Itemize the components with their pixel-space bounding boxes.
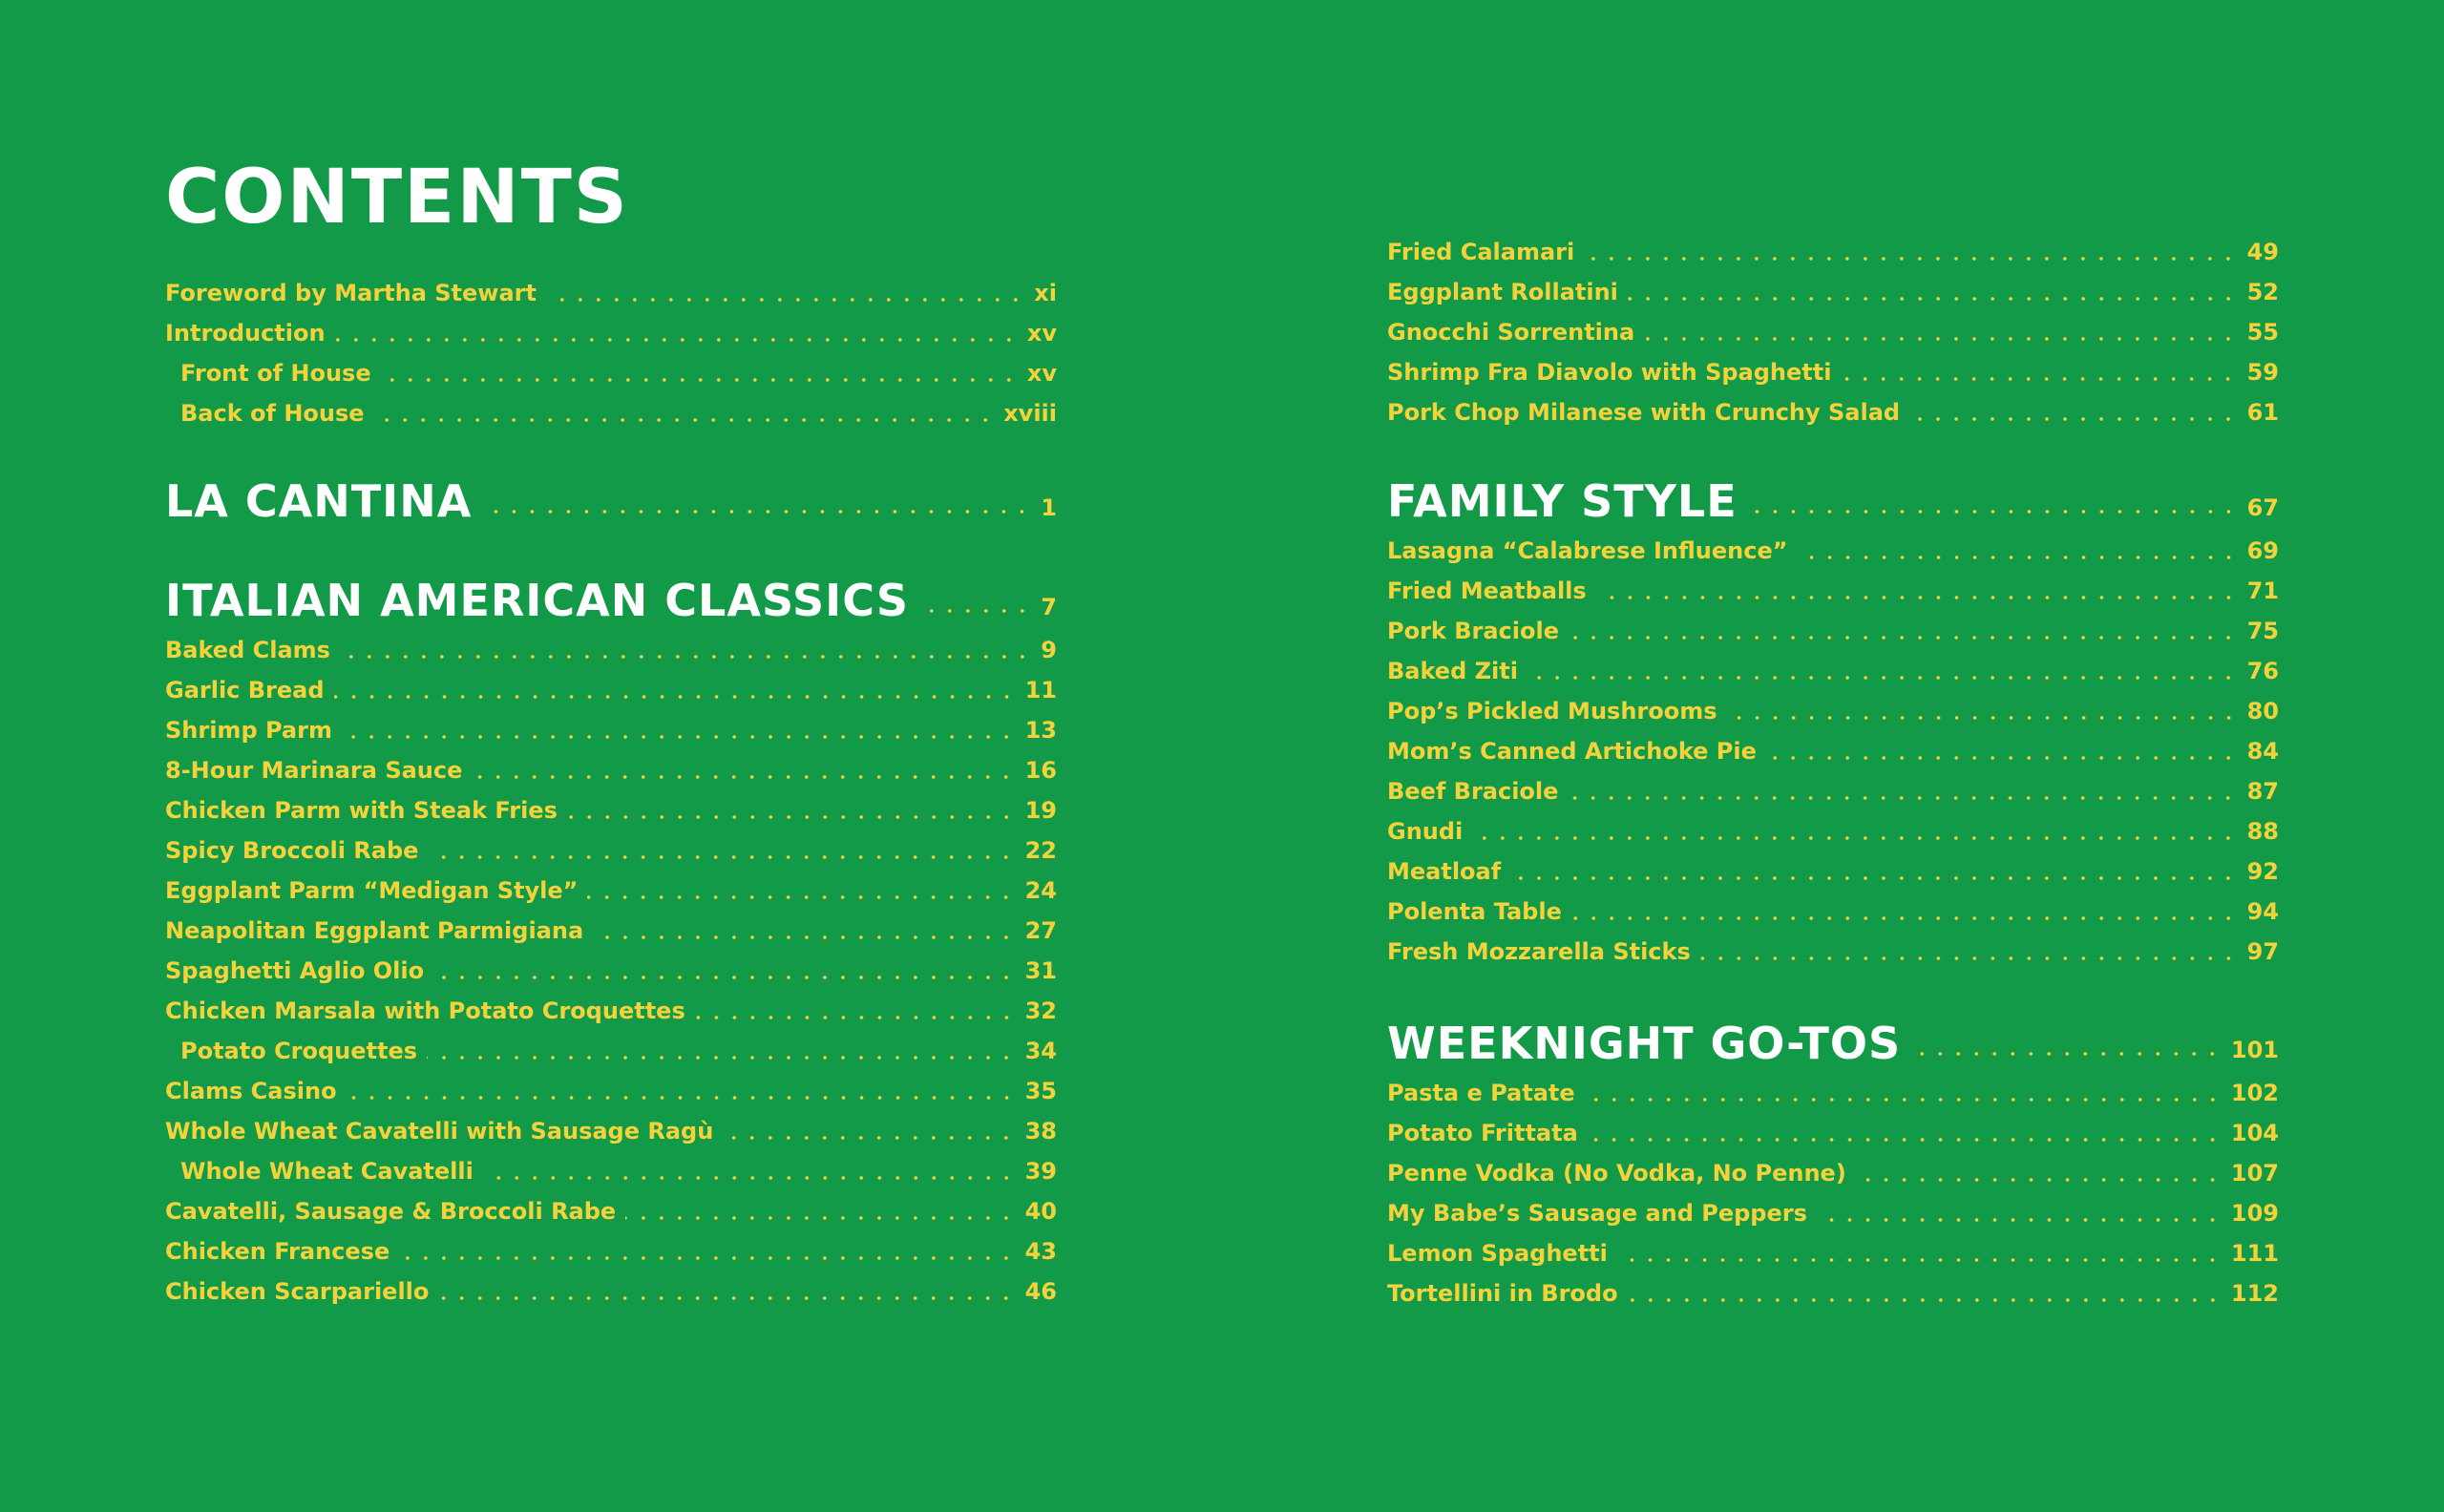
page-number: 76 [2246, 658, 2279, 684]
toc-entry-garlic-bread [165, 670, 1057, 710]
dot-leader [1571, 915, 2238, 921]
dot-leader [1569, 635, 2238, 640]
toc-entry-spicy-broccoli-rabe [165, 830, 1057, 871]
dot-leader [1472, 835, 2237, 841]
page-number: 32 [1024, 998, 1057, 1024]
page-number: 39 [1024, 1158, 1057, 1185]
page-number: xv [1026, 320, 1057, 346]
entry-label: Fresh Mozzarella Sticks [1387, 938, 1691, 965]
page-number: 102 [2230, 1080, 2279, 1106]
toc-section-family-style [1387, 474, 2279, 528]
dot-leader [1766, 755, 2238, 761]
entry-label: Gnocchi Sorrentina [1387, 319, 1635, 346]
toc-entry-lemon-spaghetti [1387, 1233, 2279, 1273]
toc-entry-neapolitan-eggplant-parmigiana [165, 911, 1057, 951]
section-heading: WEEKNIGHT GO-TOS [1387, 1018, 1902, 1069]
dot-leader [1510, 875, 2237, 881]
page-number: 34 [1024, 1038, 1057, 1064]
entry-label: Introduction [165, 320, 326, 346]
page-number: 75 [2246, 618, 2279, 644]
page-number: 80 [2246, 698, 2279, 724]
dot-leader [1528, 675, 2238, 681]
toc-entry-meatloaf [1387, 851, 2279, 892]
page-number: 9 [1041, 637, 1057, 663]
entry-label: Chicken Parm with Steak Fries [165, 797, 558, 824]
entry-label: Shrimp Parm [165, 717, 332, 744]
entry-label: Gnudi [1387, 818, 1464, 845]
toc-entry-chicken-scarpariello [165, 1271, 1057, 1312]
toc-entry-front-of-house [165, 353, 1057, 393]
toc-entry-pop-s-pickled-mushrooms [1387, 691, 2279, 731]
entry-label: Chicken Scarpariello [165, 1278, 430, 1305]
page-number: 49 [2246, 239, 2279, 265]
entry-label: Baked Ziti [1387, 658, 1518, 684]
dot-leader [1909, 416, 2238, 422]
dot-leader [381, 377, 1018, 383]
entry-label: Potato Croquettes [180, 1038, 418, 1064]
page-number: 16 [1024, 757, 1057, 784]
toc-section-italian-american-classics [165, 574, 1057, 627]
page-number: 84 [2246, 738, 2279, 765]
toc-entry-my-babe-s-sausage-and-peppers [1387, 1193, 2279, 1233]
dot-leader [567, 814, 1016, 820]
toc-entry-pork-braciole [1387, 611, 2279, 651]
toc-entry-introduction [165, 313, 1057, 353]
toc-entry-foreword-by-martha-stewart [165, 273, 1057, 313]
entry-label: Eggplant Rollatini [1387, 279, 1618, 305]
dot-leader [483, 1175, 1016, 1181]
toc-entry-fried-calamari [1387, 232, 2279, 272]
page-number: 19 [1024, 797, 1057, 824]
entry-label: Meatloaf [1387, 858, 1502, 885]
toc-entry-8-hour-marinara-sauce [165, 750, 1057, 790]
entry-label: Beef Braciole [1387, 778, 1559, 805]
dot-leader [1856, 1177, 2222, 1183]
toc-entry-gnocchi-sorrentina [1387, 312, 2279, 352]
entry-label: Chicken Marsala with Potato Croquettes [165, 998, 685, 1024]
entry-label: Whole Wheat Cavatelli with Sausage Ragù [165, 1118, 714, 1144]
toc-entry-potato-croquettes [165, 1031, 1057, 1071]
dot-leader [1798, 555, 2238, 560]
entry-label: My Babe’s Sausage and Peppers [1387, 1200, 1807, 1227]
entry-label: 8-Hour Marinara Sauce [165, 757, 463, 784]
toc-entry-mom-s-canned-artichoke-pie [1387, 731, 2279, 771]
entry-label: Penne Vodka (No Vodka, No Penne) [1387, 1160, 1846, 1186]
toc-entry-eggplant-rollatini [1387, 272, 2279, 312]
dot-leader [1727, 715, 2238, 721]
dot-leader [625, 1215, 1015, 1221]
page-number: 55 [2246, 319, 2279, 346]
dot-leader [399, 1255, 1015, 1261]
toc-entry-pasta-e-patate [1387, 1073, 2279, 1113]
dot-leader [1596, 595, 2238, 600]
page-number: 24 [1024, 877, 1057, 904]
toc-entry-chicken-francese [165, 1231, 1057, 1271]
dot-leader [1628, 296, 2238, 302]
page-title: CONTENTS [165, 155, 629, 241]
entry-label: Clams Casino [165, 1078, 337, 1104]
page-number: 22 [1024, 837, 1057, 864]
toc-entry-fried-meatballs [1387, 571, 2279, 611]
toc-entry-penne-vodka-no-vodka-no-penne [1387, 1153, 2279, 1193]
toc-entry-baked-ziti [1387, 651, 2279, 691]
entry-label: Tortellini in Brodo [1387, 1280, 1618, 1307]
page-number: 109 [2230, 1200, 2279, 1227]
entry-label: Back of House [180, 400, 365, 427]
page-number: 94 [2246, 898, 2279, 925]
page-number: 104 [2230, 1120, 2279, 1146]
page-number: 46 [1024, 1278, 1057, 1305]
entry-label: Baked Clams [165, 637, 330, 663]
page-number: 92 [2246, 858, 2279, 885]
dot-leader [347, 1095, 1016, 1101]
page-number: 38 [1024, 1118, 1057, 1144]
dot-leader [1628, 1297, 2222, 1303]
entry-label: Whole Wheat Cavatelli [180, 1158, 474, 1185]
page-number: xviii [1003, 400, 1057, 427]
toc-entry-pork-chop-milanese-with-crunchy-salad [1387, 392, 2279, 432]
dot-leader [428, 854, 1015, 860]
toc-entry-tortellini-in-brodo [1387, 1273, 2279, 1313]
dot-leader [335, 337, 1018, 343]
entry-label: Spicy Broccoli Rabe [165, 837, 419, 864]
page-number: 107 [2230, 1160, 2279, 1186]
toc-entry-whole-wheat-cavatelli [165, 1151, 1057, 1191]
entry-label: Fried Calamari [1387, 239, 1575, 265]
entry-label: Mom’s Canned Artichoke Pie [1387, 738, 1757, 765]
dot-leader [1568, 795, 2237, 801]
toc-entry-eggplant-parm-medigan-style [165, 871, 1057, 911]
dot-leader [481, 509, 1031, 514]
page-number: 88 [2246, 818, 2279, 845]
toc-entry-chicken-marsala-with-potato-croquettes [165, 991, 1057, 1031]
dot-leader [1910, 1051, 2222, 1057]
page-number: 61 [2246, 399, 2279, 426]
page-number: 87 [2246, 778, 2279, 805]
dot-leader [593, 934, 1015, 940]
section-heading: FAMILY STYLE [1387, 475, 1738, 527]
page-number: 69 [2246, 537, 2279, 564]
dot-leader [1617, 1257, 2222, 1263]
entry-label: Pasta e Patate [1387, 1080, 1575, 1106]
toc-entry-back-of-house [165, 393, 1057, 433]
toc-entry-baked-clams [165, 630, 1057, 670]
toc-entry-chicken-parm-with-steak-fries [165, 790, 1057, 830]
dot-leader [1585, 1097, 2222, 1102]
page-number: 1 [1041, 494, 1057, 521]
page-number: 59 [2246, 359, 2279, 386]
entry-label: Lemon Spaghetti [1387, 1240, 1608, 1267]
page-number: 43 [1024, 1238, 1057, 1265]
dot-leader [587, 894, 1015, 900]
dot-leader [1841, 376, 2237, 382]
page-number: 52 [2246, 279, 2279, 305]
dot-leader [472, 774, 1015, 780]
entry-label: Polenta Table [1387, 898, 1562, 925]
entry-label: Chicken Francese [165, 1238, 390, 1265]
entry-label: Pop’s Pickled Mushrooms [1387, 698, 1717, 724]
page-number: 101 [2230, 1037, 2279, 1063]
page-number: xi [1034, 280, 1057, 306]
dot-leader [1584, 256, 2237, 262]
entry-label: Front of House [180, 360, 371, 387]
dot-leader [340, 654, 1031, 660]
page-number: 112 [2230, 1280, 2279, 1307]
page-number: 35 [1024, 1078, 1057, 1104]
page-number: 67 [2246, 494, 2279, 521]
dot-leader [695, 1015, 1016, 1020]
toc-entry-cavatelli-sausage-broccoli-rabe [165, 1191, 1057, 1231]
dot-leader [427, 1055, 1016, 1060]
toc-entry-spaghetti-aglio-olio [165, 951, 1057, 991]
entry-label: Pork Braciole [1387, 618, 1559, 644]
toc-section-la-cantina [165, 474, 1057, 528]
dot-leader [1747, 509, 2238, 514]
page-number: 13 [1024, 717, 1057, 744]
toc-entry-fresh-mozzarella-sticks [1387, 932, 2279, 972]
page-number: xv [1026, 360, 1057, 387]
page-number: 97 [2246, 938, 2279, 965]
entry-label: Eggplant Parm “Medigan Style” [165, 877, 579, 904]
page-number: 31 [1024, 957, 1057, 984]
toc-section-weeknight-go-tos [1387, 1017, 2279, 1070]
dot-leader [1817, 1217, 2222, 1223]
toc-entry-lasagna-calabrese-influence [1387, 531, 2279, 571]
entry-label: Potato Frittata [1387, 1120, 1578, 1146]
section-heading: ITALIAN AMERICAN CLASSICS [165, 575, 909, 626]
toc-entry-beef-braciole [1387, 771, 2279, 811]
page-number: 40 [1024, 1198, 1057, 1225]
page-number: 71 [2246, 578, 2279, 604]
toc-entry-shrimp-fra-diavolo-with-spaghetti [1387, 352, 2279, 392]
dot-leader [1700, 956, 2238, 961]
toc-entry-clams-casino [165, 1071, 1057, 1111]
entry-label: Pork Chop Milanese with Crunchy Salad [1387, 399, 1901, 426]
entry-label: Spaghetti Aglio Olio [165, 957, 425, 984]
entry-label: Cavatelli, Sausage & Broccoli Rabe [165, 1198, 617, 1225]
dot-leader [723, 1135, 1015, 1141]
entry-label: Foreword by Martha Stewart [165, 280, 537, 306]
page-number: 111 [2230, 1240, 2279, 1267]
entry-label: Shrimp Fra Diavolo with Spaghetti [1387, 359, 1832, 386]
toc-entry-whole-wheat-cavatelli-with-sausage-rag [165, 1111, 1057, 1151]
dot-leader [374, 417, 995, 423]
entry-label: Fried Meatballs [1387, 578, 1587, 604]
dot-leader [546, 297, 1024, 303]
entry-label: Garlic Bread [165, 677, 325, 704]
entry-label: Neapolitan Eggplant Parmigiana [165, 917, 584, 944]
dot-leader [334, 694, 1016, 700]
dot-leader [918, 608, 1031, 614]
dot-leader [433, 975, 1015, 980]
page-number: 7 [1041, 594, 1057, 620]
page-number: 27 [1024, 917, 1057, 944]
dot-leader [342, 734, 1016, 740]
toc-entry-gnudi [1387, 811, 2279, 851]
dot-leader [1588, 1137, 2222, 1143]
toc-entry-shrimp-parm [165, 710, 1057, 750]
entry-label: Lasagna “Calabrese Influence” [1387, 537, 1788, 564]
toc-entry-potato-frittata [1387, 1113, 2279, 1153]
toc-entry-polenta-table [1387, 892, 2279, 932]
dot-leader [1644, 336, 2237, 342]
dot-leader [438, 1295, 1015, 1301]
section-heading: LA CANTINA [165, 475, 473, 527]
page-number: 11 [1024, 677, 1057, 704]
